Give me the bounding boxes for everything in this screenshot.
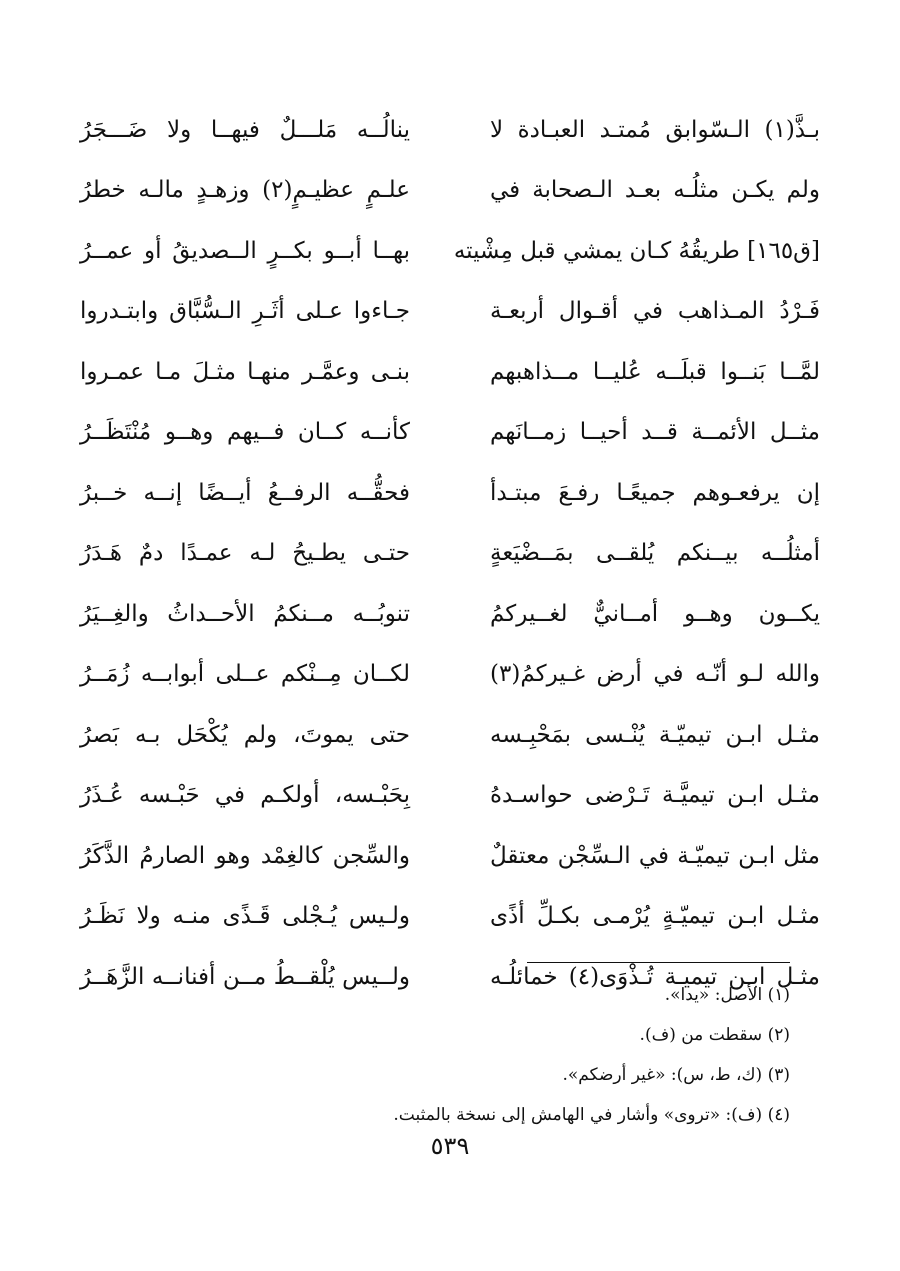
verse-first-half: [ق١٦٥] طريقُهُ كـان يمشي قبل مِشْيته [453, 237, 820, 264]
verse-second-half: ولــيس يُلْقــطُ مــن أفنانــه الزَّهَــرُ [80, 963, 410, 990]
verse-second-half: بنـى وعمَّـر منهـا مثـلَ مـا عمـروا [80, 358, 410, 385]
verse-second-half: ينالُــه مَلـــلٌ فيهــا ولا ضَـــجَرُ [80, 116, 410, 143]
footnote-divider [527, 962, 790, 963]
verse-first-half: مثـل ابـن تيميّـة يُنْـسى بمَحْبِـسه [490, 721, 820, 748]
verse-second-half: والسِّجن كالغِمْد وهو الصارمُ الذَّكَرُ [80, 842, 410, 869]
verse-first-half: والله لـو أنّـه في أرض غـيركمُ(٣) [490, 661, 820, 688]
verse-first-half: مثـل ابـن تيميـة تُـذْوَى(٤) خمائلُـه [490, 963, 820, 990]
verse-second-half: حتى يموتَ، ولم يُكْحَل بـه بَصرُ [80, 721, 410, 748]
footnotes [230, 975, 790, 1135]
verse-row [80, 100, 820, 161]
verse-row [80, 766, 820, 827]
verse-row [80, 645, 820, 706]
verse-row [80, 584, 820, 645]
verse-first-half: مثـل ابـن تيميَّـة تَـرْضى حواسـدهُ [490, 782, 820, 809]
verse-first-half: أمثلُــه بيــنكم يُلقــى بمَــضْيَعةٍ [490, 540, 820, 567]
poem-verses [80, 100, 820, 1008]
verse-second-half: تنوبُــه مــنكمُ الأحــداثُ والغِــيَرُ [80, 600, 410, 627]
verse-first-half: إن يرفعـوهم جميعًـا رفـعَ مبتـدأ [490, 479, 820, 506]
verse-row [80, 342, 820, 403]
verse-row [80, 161, 820, 222]
verse-second-half: بهــا أبــو بكــرٍ الــصديقُ أو عمــرُ [80, 237, 410, 264]
verse-row [80, 282, 820, 343]
verse-row [80, 826, 820, 887]
page-number: ٥٣٩ [430, 1132, 470, 1160]
verse-second-half: كأنــه كــان فــيهم وهــو مُنْتَظَــرُ [80, 419, 410, 446]
verse-second-half: جـاءوا عـلى أثَـرِ الـسُّبَّاق وابتـدروا [80, 298, 410, 325]
verse-second-half: علـمٍ عظيـمٍ(٢) وزهـدٍ مالـه خطرُ [80, 177, 410, 204]
verse-row [80, 221, 820, 282]
verse-first-half: يكــون وهــو أمــانيٌّ لغــيركمُ [490, 600, 820, 627]
verse-row [80, 463, 820, 524]
verse-second-half: بِحَبْـسه، أولكـم في حَبْـسه عُـذَرُ [80, 782, 410, 809]
verse-second-half: لكــان مِــنْكم عــلى أبوابــه زُمَــرُ [80, 661, 410, 688]
verse-second-half: فحقُّــه الرفــعُ أيــضًا إنــه خــبرُ [80, 479, 410, 506]
verse-first-half: مثــل الأئمــة قــد أحيــا زمــانَهم [490, 419, 820, 446]
footnote: (٢) سقطت من (ف). [639, 1025, 790, 1045]
verse-first-half: مثل ابـن تيميّـة في الـسِّجْن معتقلٌ [490, 842, 820, 869]
verse-row [80, 705, 820, 766]
verse-row [80, 524, 820, 585]
verse-first-half: بـذَّ(١) الـسّوابق مُمتـد العبـادة لا [490, 116, 820, 143]
verse-second-half: ولـيس يُـجْلى قَـذًى منـه ولا نَظَـرُ [80, 903, 410, 930]
verse-first-half: ولم يكـن مثلُـه بعـد الـصحابة في [490, 177, 820, 204]
verse-first-half: فَـرْدُ المـذاهب في أقـوال أربعـة [490, 298, 820, 325]
footnote: (٤) (ف): «تروى» وأشار في الهامش إلى نسخة بالمثبت. [393, 1105, 790, 1125]
footnote: (١) الأصل: «يدا». [664, 985, 790, 1005]
verse-first-half: مثـل ابـن تيميّـةٍ يُرْمـى بكـلِّ أذًى [490, 903, 820, 930]
verse-row [80, 403, 820, 464]
verse-row [80, 887, 820, 948]
verse-first-half: لمَّــا بَنــوا قبلَــه عُليــا مــذاهبهم [490, 358, 820, 385]
verse-second-half: حتـى يطـيحُ لـه عمـدًا دمٌ هَـدَرُ [80, 540, 410, 567]
footnote: (٣) (ك، ط، س): «غير أرضكم». [562, 1065, 790, 1085]
